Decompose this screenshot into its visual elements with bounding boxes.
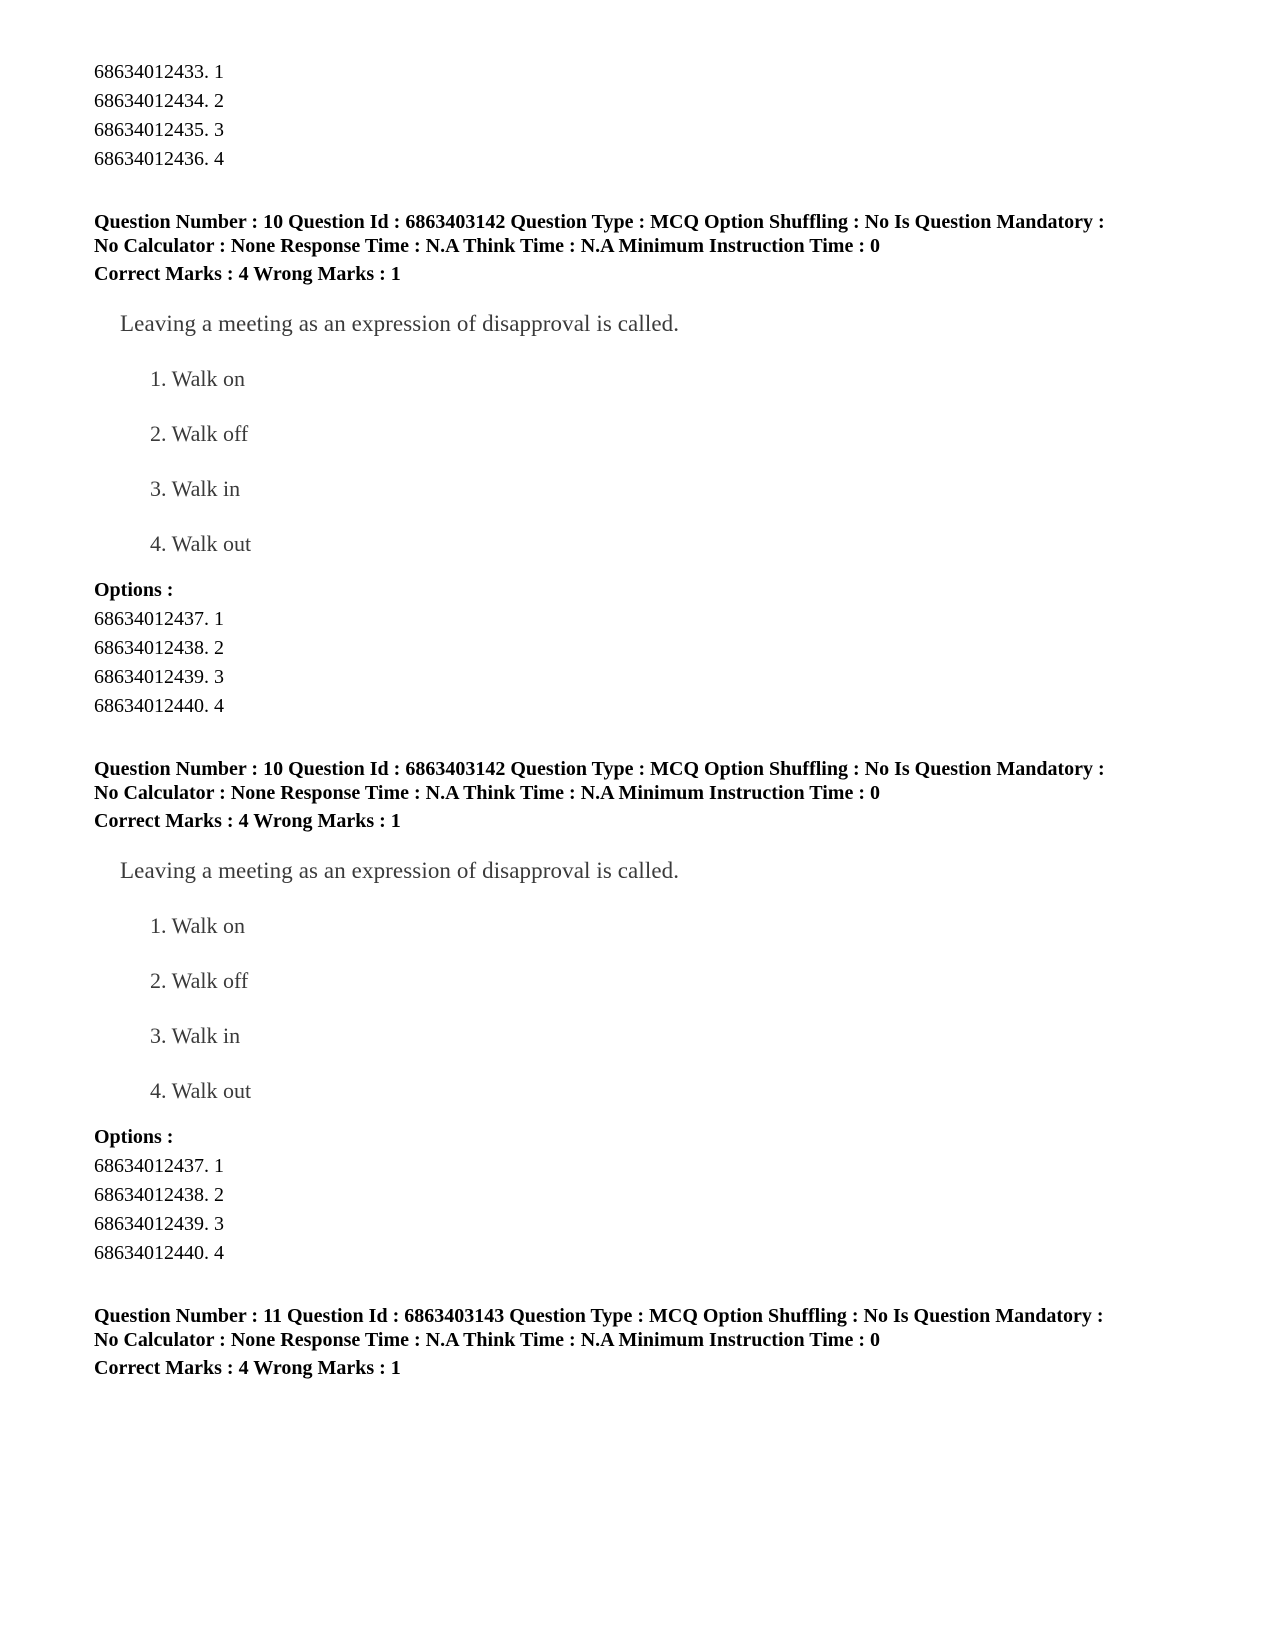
question-choice: 3. Walk in	[150, 1023, 241, 1048]
option-line: 68634012436. 4	[94, 148, 224, 170]
question-header-line-2: No Calculator : None Response Time : N.A Think Time : N.A Minimum Instruction Time : 0	[94, 1329, 880, 1351]
question-choice: 4. Walk out	[150, 531, 252, 556]
question-choice: 2. Walk off	[150, 968, 249, 993]
option-line: 68634012440. 4	[94, 695, 224, 717]
top-options-list	[94, 58, 1204, 174]
question-choice: 1. Walk on	[150, 913, 245, 938]
option-line: 68634012438. 2	[94, 637, 224, 659]
question-header-line-1: Question Number : 10 Question Id : 6863403142 Question Type : MCQ Option Shuffling : No Is Question Mandatory :	[94, 758, 1105, 780]
question-marks: Correct Marks : 4 Wrong Marks : 1	[94, 1357, 401, 1379]
question-marks: Correct Marks : 4 Wrong Marks : 1	[94, 810, 401, 832]
document-page	[94, 58, 1204, 1380]
option-line: 68634012434. 2	[94, 90, 224, 112]
option-line: 68634012439. 3	[94, 1213, 224, 1235]
question-text: Leaving a meeting as an expression of disapproval is called.	[120, 311, 680, 336]
question-block	[94, 210, 1204, 721]
option-line: 68634012437. 1	[94, 1155, 224, 1177]
option-line: 68634012440. 4	[94, 1242, 224, 1264]
options-label: Options :	[94, 579, 174, 601]
option-line: 68634012437. 1	[94, 608, 224, 630]
option-line: 68634012435. 3	[94, 119, 224, 141]
question-text: Leaving a meeting as an expression of disapproval is called.	[120, 858, 680, 883]
option-line: 68634012433. 1	[94, 61, 224, 83]
question-image	[94, 857, 1204, 1105]
question-header-line-2: No Calculator : None Response Time : N.A Think Time : N.A Minimum Instruction Time : 0	[94, 235, 880, 257]
question-block	[94, 1304, 1204, 1380]
question-image	[94, 310, 1204, 558]
question-header-line-1: Question Number : 11 Question Id : 6863403143 Question Type : MCQ Option Shuffling : No Is Question Mandatory :	[94, 1305, 1104, 1327]
options-label: Options :	[94, 1126, 174, 1148]
question-block	[94, 757, 1204, 1268]
question-header-line-2: No Calculator : None Response Time : N.A Think Time : N.A Minimum Instruction Time : 0	[94, 782, 880, 804]
question-marks: Correct Marks : 4 Wrong Marks : 1	[94, 263, 401, 285]
question-choice: 1. Walk on	[150, 366, 245, 391]
question-header-line-1: Question Number : 10 Question Id : 6863403142 Question Type : MCQ Option Shuffling : No Is Question Mandatory :	[94, 211, 1105, 233]
question-choice: 3. Walk in	[150, 476, 241, 501]
question-choice: 2. Walk off	[150, 421, 249, 446]
option-line: 68634012438. 2	[94, 1184, 224, 1206]
option-line: 68634012439. 3	[94, 666, 224, 688]
question-choice: 4. Walk out	[150, 1078, 252, 1103]
